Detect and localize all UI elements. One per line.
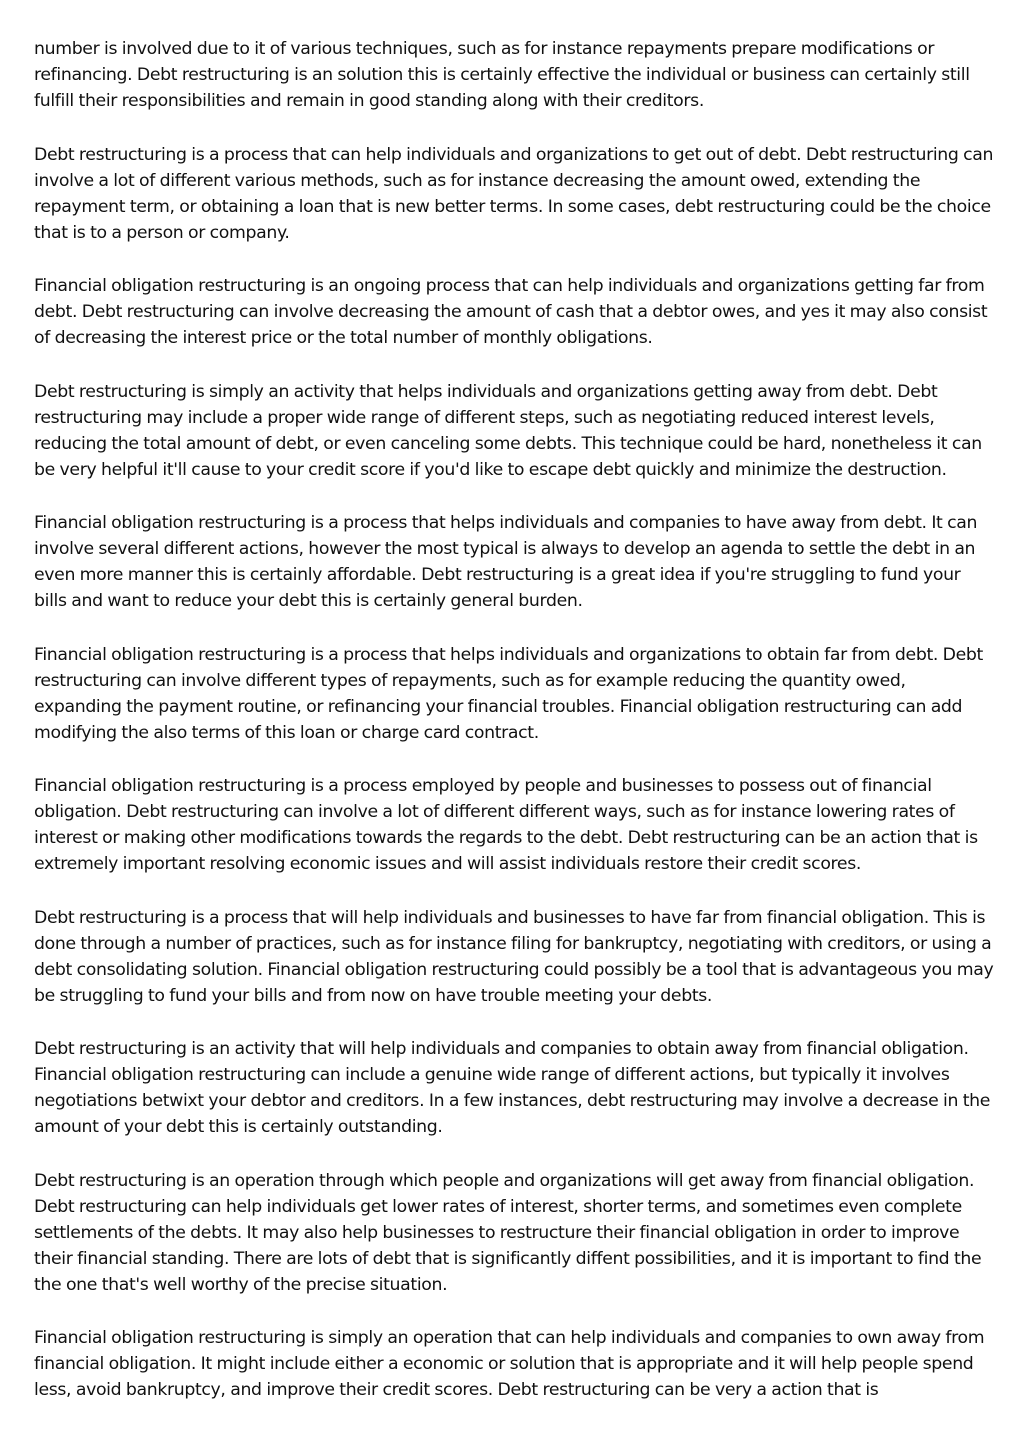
paragraph-5: Financial obligation restructuring is a process that helps individuals and companies to have away from debt. It can involve several different actions, however the most typical is always to develop an agenda to settle the debt in an even more manner this is certainly affordable. Debt restructuring is a great idea if you're struggling to fund your bills and want to reduce your debt this is certainly general burden. [34,513,978,611]
paragraph-6: Financial obligation restructuring is a process that helps individuals and organizations to obtain far from debt. Debt restructuring can involve different types of repayments, such as for example reducing the quantity owed, expanding the payment routine, or refinancing your financial troubles. Financial obligation restructuring can add modifying the also terms of this loan or charge card contract. [34,644,983,743]
paragraph-11: Financial obligation restructuring is simply an operation that can help individuals and companies to own away from financial obligation. It might include either a economic or solution that is appropriate and it will help people spend less, avoid bankruptcy, and improve their credit scores. Debt restructuring can be very a action that is [34,1328,985,1400]
paragraph-4: Debt restructuring is simply an activity that helps individuals and organizations getting away from debt. Debt restructuring may include a proper wide range of different steps, such as negotiating reduced interest levels, reducing the total amount of debt, or even canceling some debts. This technique could be hard, nonetheless it can be very helpful it'll cause to your credit score if you'd like to escape debt quickly and minimize the destruction. [34,381,982,480]
paragraph-9: Debt restructuring is an activity that will help individuals and companies to obtain away from financial obligation. Financial obligation restructuring can include a genuine wide range of different actions, but typically it involves negotiations betwixt your debtor and creditors. In a few instances, debt restructuring may involve a decrease in the amount of your debt this is certainly outstanding. [34,1039,991,1137]
paragraph-7: Financial obligation restructuring is a process employed by people and businesses to possess out of financial obligation. Debt restructuring can involve a lot of different different ways, such as for instance lowering rates of interest or making other modifications towards the regards to the debt. Debt restructuring can be an action that is extremely important resolving economic issues and will assist individuals restore their credit scores. [34,776,978,874]
paragraph-10: Debt restructuring is an operation through which people and organizations will get away from financial obligation. Debt restructuring can help individuals get lower rates of interest, shorter terms, and sometimes even complete settlements of the debts. It may also help businesses to restructure their financial obligation in order to improve their financial standing. There are lots of debt that is significantly diffent possibilities, and it is important to find the the one that's well worthy of the precise situation. [34,1170,982,1295]
paragraph-8: Debt restructuring is a process that will help individuals and businesses to have far from financial obligation. This is done through a number of practices, such as for instance filing for bankruptcy, negotiating with creditors, or using a debt consolidating solution. Financial obligation restructuring could possibly be a tool that is advantageous you may be struggling to fund your bills and from now on have trouble meeting your debts. [34,907,994,1006]
paragraph-2: Debt restructuring is a process that can help individuals and organizations to get out of debt. Debt restructuring can involve a lot of different various methods, such as for instance decreasing the amount owed, extending the repayment term, or obtaining a loan that is new better terms. In some cases, debt restructuring could be the choice that is to a person or company. [34,144,994,243]
paragraph-1: number is involved due to it of various techniques, such as for instance repayments prepare modifications or refinancing. Debt restructuring is an solution this is certainly effective the individual or business can certainly still fulfill their responsibilities and remain in good standing along with their creditors. [34,39,970,111]
paragraph-3: Financial obligation restructuring is an ongoing process that can help individuals and organizations getting far from debt. Debt restructuring can involve decreasing the amount of cash that a debtor owes, and yes it may also consist of decreasing the interest price or the total number of monthly obligations. [34,276,988,348]
